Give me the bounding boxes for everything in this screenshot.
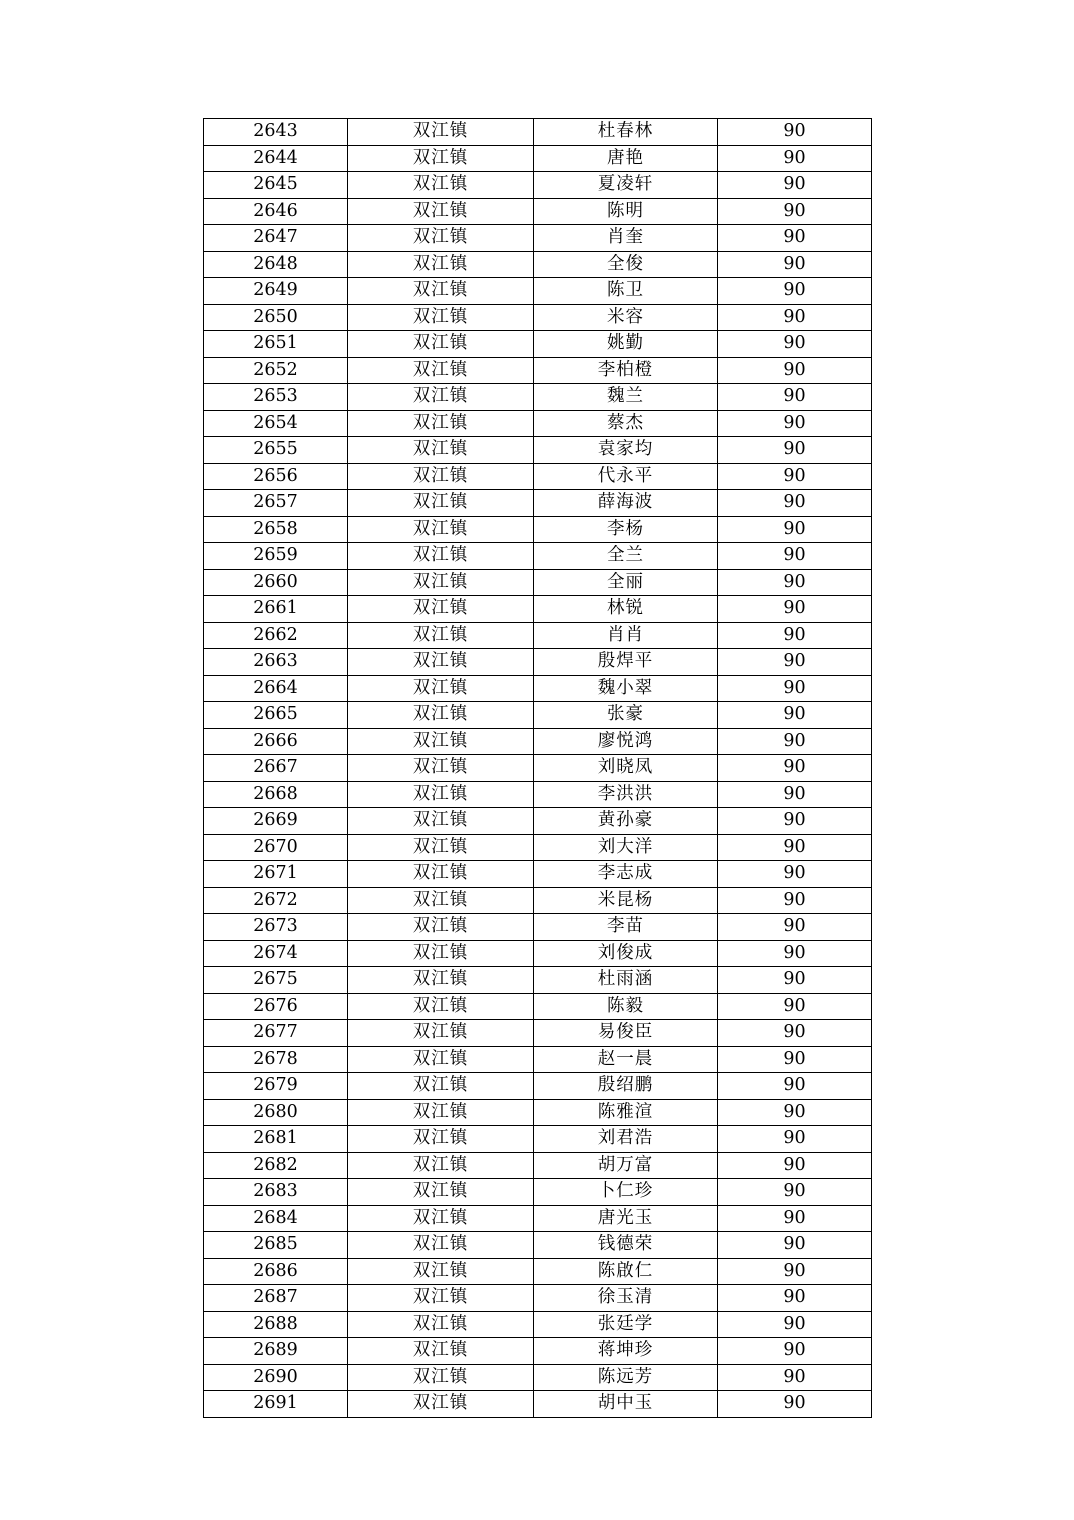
cell-person-name: 殷焊平 — [534, 649, 718, 676]
cell-sequence-number: 2649 — [204, 278, 348, 305]
cell-person-name: 夏凌轩 — [534, 172, 718, 199]
cell-score: 90 — [718, 1338, 872, 1365]
table-row — [204, 1179, 872, 1206]
cell-score: 90 — [718, 1364, 872, 1391]
table-row — [204, 569, 872, 596]
cell-township: 双江镇 — [348, 755, 534, 782]
cell-score: 90 — [718, 569, 872, 596]
cell-township: 双江镇 — [348, 1232, 534, 1259]
cell-township: 双江镇 — [348, 596, 534, 623]
cell-person-name: 魏兰 — [534, 384, 718, 411]
cell-township: 双江镇 — [348, 463, 534, 490]
table-row — [204, 728, 872, 755]
cell-person-name: 代永平 — [534, 463, 718, 490]
cell-sequence-number: 2672 — [204, 887, 348, 914]
cell-township: 双江镇 — [348, 569, 534, 596]
cell-township: 双江镇 — [348, 834, 534, 861]
table-row — [204, 596, 872, 623]
cell-township: 双江镇 — [348, 251, 534, 278]
cell-sequence-number: 2654 — [204, 410, 348, 437]
cell-sequence-number: 2688 — [204, 1311, 348, 1338]
cell-township: 双江镇 — [348, 993, 534, 1020]
cell-score: 90 — [718, 304, 872, 331]
cell-score: 90 — [718, 1285, 872, 1312]
table-row — [204, 649, 872, 676]
table-row — [204, 1205, 872, 1232]
cell-sequence-number: 2668 — [204, 781, 348, 808]
cell-person-name: 钱德荣 — [534, 1232, 718, 1259]
cell-person-name: 全俊 — [534, 251, 718, 278]
cell-person-name: 袁家均 — [534, 437, 718, 464]
table-row — [204, 119, 872, 146]
cell-score: 90 — [718, 1258, 872, 1285]
table-row — [204, 304, 872, 331]
cell-township: 双江镇 — [348, 145, 534, 172]
cell-score: 90 — [718, 225, 872, 252]
cell-person-name: 全丽 — [534, 569, 718, 596]
cell-township: 双江镇 — [348, 1073, 534, 1100]
table-row — [204, 755, 872, 782]
table-row — [204, 516, 872, 543]
cell-township: 双江镇 — [348, 675, 534, 702]
cell-person-name: 赵一晨 — [534, 1046, 718, 1073]
cell-sequence-number: 2677 — [204, 1020, 348, 1047]
cell-person-name: 唐光玉 — [534, 1205, 718, 1232]
table-row — [204, 331, 872, 358]
cell-score: 90 — [718, 755, 872, 782]
cell-person-name: 陈远芳 — [534, 1364, 718, 1391]
table-row — [204, 1232, 872, 1259]
cell-sequence-number: 2671 — [204, 861, 348, 888]
table-row — [204, 834, 872, 861]
cell-sequence-number: 2680 — [204, 1099, 348, 1126]
cell-person-name: 胡中玉 — [534, 1391, 718, 1418]
cell-sequence-number: 2662 — [204, 622, 348, 649]
cell-score: 90 — [718, 914, 872, 941]
cell-township: 双江镇 — [348, 1205, 534, 1232]
cell-score: 90 — [718, 437, 872, 464]
cell-township: 双江镇 — [348, 622, 534, 649]
cell-township: 双江镇 — [348, 1364, 534, 1391]
cell-sequence-number: 2645 — [204, 172, 348, 199]
cell-township: 双江镇 — [348, 1046, 534, 1073]
cell-township: 双江镇 — [348, 1099, 534, 1126]
cell-sequence-number: 2653 — [204, 384, 348, 411]
cell-person-name: 李志成 — [534, 861, 718, 888]
cell-sequence-number: 2676 — [204, 993, 348, 1020]
table-row — [204, 622, 872, 649]
cell-sequence-number: 2682 — [204, 1152, 348, 1179]
cell-sequence-number: 2678 — [204, 1046, 348, 1073]
cell-score: 90 — [718, 1179, 872, 1206]
cell-person-name: 刘晓凤 — [534, 755, 718, 782]
cell-person-name: 李柏橙 — [534, 357, 718, 384]
cell-sequence-number: 2670 — [204, 834, 348, 861]
cell-township: 双江镇 — [348, 914, 534, 941]
cell-person-name: 全兰 — [534, 543, 718, 570]
table-row — [204, 1073, 872, 1100]
cell-township: 双江镇 — [348, 225, 534, 252]
table-row — [204, 543, 872, 570]
table-row — [204, 384, 872, 411]
cell-sequence-number: 2669 — [204, 808, 348, 835]
cell-score: 90 — [718, 1046, 872, 1073]
cell-person-name: 李苗 — [534, 914, 718, 941]
cell-township: 双江镇 — [348, 1258, 534, 1285]
cell-township: 双江镇 — [348, 702, 534, 729]
cell-score: 90 — [718, 702, 872, 729]
cell-township: 双江镇 — [348, 1391, 534, 1418]
cell-score: 90 — [718, 1020, 872, 1047]
cell-score: 90 — [718, 251, 872, 278]
cell-score: 90 — [718, 596, 872, 623]
cell-person-name: 姚勤 — [534, 331, 718, 358]
cell-township: 双江镇 — [348, 808, 534, 835]
cell-person-name: 胡万富 — [534, 1152, 718, 1179]
cell-sequence-number: 2666 — [204, 728, 348, 755]
cell-sequence-number: 2643 — [204, 119, 348, 146]
cell-sequence-number: 2679 — [204, 1073, 348, 1100]
cell-score: 90 — [718, 1099, 872, 1126]
cell-person-name: 陈卫 — [534, 278, 718, 305]
cell-township: 双江镇 — [348, 357, 534, 384]
cell-score: 90 — [718, 675, 872, 702]
cell-township: 双江镇 — [348, 410, 534, 437]
cell-sequence-number: 2656 — [204, 463, 348, 490]
cell-score: 90 — [718, 887, 872, 914]
table-row — [204, 1126, 872, 1153]
cell-sequence-number: 2674 — [204, 940, 348, 967]
cell-sequence-number: 2657 — [204, 490, 348, 517]
cell-score: 90 — [718, 1232, 872, 1259]
table-row — [204, 887, 872, 914]
cell-township: 双江镇 — [348, 1126, 534, 1153]
cell-township: 双江镇 — [348, 861, 534, 888]
table-row — [204, 437, 872, 464]
table-row — [204, 410, 872, 437]
cell-score: 90 — [718, 331, 872, 358]
cell-township: 双江镇 — [348, 119, 534, 146]
table-row — [204, 251, 872, 278]
cell-sequence-number: 2665 — [204, 702, 348, 729]
cell-score: 90 — [718, 410, 872, 437]
cell-person-name: 刘俊成 — [534, 940, 718, 967]
cell-township: 双江镇 — [348, 1285, 534, 1312]
cell-sequence-number: 2647 — [204, 225, 348, 252]
table-row — [204, 702, 872, 729]
cell-person-name: 唐艳 — [534, 145, 718, 172]
table-row — [204, 1258, 872, 1285]
table-body — [204, 119, 872, 1418]
cell-score: 90 — [718, 1152, 872, 1179]
cell-score: 90 — [718, 622, 872, 649]
cell-score: 90 — [718, 119, 872, 146]
cell-person-name: 易俊臣 — [534, 1020, 718, 1047]
table-row — [204, 1285, 872, 1312]
cell-township: 双江镇 — [348, 728, 534, 755]
table-row — [204, 1152, 872, 1179]
cell-township: 双江镇 — [348, 278, 534, 305]
table-row — [204, 463, 872, 490]
table-row — [204, 145, 872, 172]
cell-person-name: 张廷学 — [534, 1311, 718, 1338]
cell-score: 90 — [718, 172, 872, 199]
table-row — [204, 993, 872, 1020]
cell-sequence-number: 2685 — [204, 1232, 348, 1259]
cell-score: 90 — [718, 993, 872, 1020]
cell-sequence-number: 2673 — [204, 914, 348, 941]
cell-sequence-number: 2655 — [204, 437, 348, 464]
cell-person-name: 薛海波 — [534, 490, 718, 517]
table-row — [204, 198, 872, 225]
cell-person-name: 蒋坤珍 — [534, 1338, 718, 1365]
cell-score: 90 — [718, 808, 872, 835]
cell-sequence-number: 2684 — [204, 1205, 348, 1232]
table-row — [204, 940, 872, 967]
cell-sequence-number: 2648 — [204, 251, 348, 278]
cell-person-name: 卜仁珍 — [534, 1179, 718, 1206]
cell-sequence-number: 2659 — [204, 543, 348, 570]
cell-person-name: 陈啟仁 — [534, 1258, 718, 1285]
table-row — [204, 1099, 872, 1126]
cell-person-name: 廖悦鸿 — [534, 728, 718, 755]
cell-sequence-number: 2644 — [204, 145, 348, 172]
cell-score: 90 — [718, 543, 872, 570]
cell-sequence-number: 2646 — [204, 198, 348, 225]
cell-sequence-number: 2664 — [204, 675, 348, 702]
cell-person-name: 殷绍鹏 — [534, 1073, 718, 1100]
table-row — [204, 675, 872, 702]
cell-person-name: 李杨 — [534, 516, 718, 543]
table-row — [204, 1046, 872, 1073]
table-row — [204, 1364, 872, 1391]
cell-sequence-number: 2660 — [204, 569, 348, 596]
cell-person-name: 陈毅 — [534, 993, 718, 1020]
cell-township: 双江镇 — [348, 490, 534, 517]
cell-township: 双江镇 — [348, 516, 534, 543]
cell-person-name: 黄孙豪 — [534, 808, 718, 835]
table-row — [204, 225, 872, 252]
cell-score: 90 — [718, 357, 872, 384]
cell-score: 90 — [718, 516, 872, 543]
cell-township: 双江镇 — [348, 967, 534, 994]
cell-sequence-number: 2652 — [204, 357, 348, 384]
cell-township: 双江镇 — [348, 304, 534, 331]
cell-sequence-number: 2650 — [204, 304, 348, 331]
cell-person-name: 米昆杨 — [534, 887, 718, 914]
cell-score: 90 — [718, 1391, 872, 1418]
cell-township: 双江镇 — [348, 384, 534, 411]
table-row — [204, 861, 872, 888]
cell-township: 双江镇 — [348, 172, 534, 199]
cell-township: 双江镇 — [348, 887, 534, 914]
cell-township: 双江镇 — [348, 1152, 534, 1179]
cell-sequence-number: 2663 — [204, 649, 348, 676]
cell-township: 双江镇 — [348, 543, 534, 570]
cell-township: 双江镇 — [348, 649, 534, 676]
cell-sequence-number: 2687 — [204, 1285, 348, 1312]
cell-person-name: 张豪 — [534, 702, 718, 729]
cell-score: 90 — [718, 967, 872, 994]
cell-person-name: 林锐 — [534, 596, 718, 623]
cell-person-name: 刘君浩 — [534, 1126, 718, 1153]
cell-sequence-number: 2690 — [204, 1364, 348, 1391]
table-row — [204, 967, 872, 994]
cell-person-name: 蔡杰 — [534, 410, 718, 437]
cell-score: 90 — [718, 463, 872, 490]
cell-score: 90 — [718, 1126, 872, 1153]
cell-score: 90 — [718, 1073, 872, 1100]
cell-person-name: 陈明 — [534, 198, 718, 225]
cell-sequence-number: 2651 — [204, 331, 348, 358]
table-row — [204, 357, 872, 384]
cell-sequence-number: 2661 — [204, 596, 348, 623]
cell-score: 90 — [718, 728, 872, 755]
cell-sequence-number: 2683 — [204, 1179, 348, 1206]
table-row — [204, 914, 872, 941]
cell-person-name: 杜春林 — [534, 119, 718, 146]
table-row — [204, 1311, 872, 1338]
cell-township: 双江镇 — [348, 1311, 534, 1338]
cell-person-name: 刘大洋 — [534, 834, 718, 861]
cell-person-name: 陈雅渲 — [534, 1099, 718, 1126]
cell-score: 90 — [718, 781, 872, 808]
cell-person-name: 肖奎 — [534, 225, 718, 252]
cell-township: 双江镇 — [348, 198, 534, 225]
table-row — [204, 490, 872, 517]
cell-sequence-number: 2689 — [204, 1338, 348, 1365]
cell-township: 双江镇 — [348, 1338, 534, 1365]
cell-township: 双江镇 — [348, 437, 534, 464]
cell-person-name: 肖肖 — [534, 622, 718, 649]
cell-score: 90 — [718, 1205, 872, 1232]
cell-score: 90 — [718, 278, 872, 305]
table-row — [204, 1020, 872, 1047]
cell-score: 90 — [718, 145, 872, 172]
cell-score: 90 — [718, 861, 872, 888]
cell-score: 90 — [718, 384, 872, 411]
cell-person-name: 李洪洪 — [534, 781, 718, 808]
cell-sequence-number: 2675 — [204, 967, 348, 994]
cell-score: 90 — [718, 940, 872, 967]
table-row — [204, 1338, 872, 1365]
table-row — [204, 172, 872, 199]
cell-sequence-number: 2691 — [204, 1391, 348, 1418]
cell-sequence-number: 2667 — [204, 755, 348, 782]
table-row — [204, 278, 872, 305]
table-row — [204, 1391, 872, 1418]
cell-person-name: 徐玉清 — [534, 1285, 718, 1312]
table-row — [204, 781, 872, 808]
cell-township: 双江镇 — [348, 1179, 534, 1206]
roster-table-container — [203, 118, 871, 1418]
table-row — [204, 808, 872, 835]
cell-township: 双江镇 — [348, 331, 534, 358]
cell-sequence-number: 2686 — [204, 1258, 348, 1285]
cell-score: 90 — [718, 198, 872, 225]
cell-sequence-number: 2681 — [204, 1126, 348, 1153]
cell-score: 90 — [718, 1311, 872, 1338]
cell-township: 双江镇 — [348, 940, 534, 967]
cell-township: 双江镇 — [348, 1020, 534, 1047]
cell-person-name: 米容 — [534, 304, 718, 331]
cell-score: 90 — [718, 834, 872, 861]
roster-table — [203, 118, 872, 1418]
cell-score: 90 — [718, 490, 872, 517]
cell-township: 双江镇 — [348, 781, 534, 808]
cell-score: 90 — [718, 649, 872, 676]
cell-person-name: 杜雨涵 — [534, 967, 718, 994]
cell-sequence-number: 2658 — [204, 516, 348, 543]
cell-person-name: 魏小翠 — [534, 675, 718, 702]
